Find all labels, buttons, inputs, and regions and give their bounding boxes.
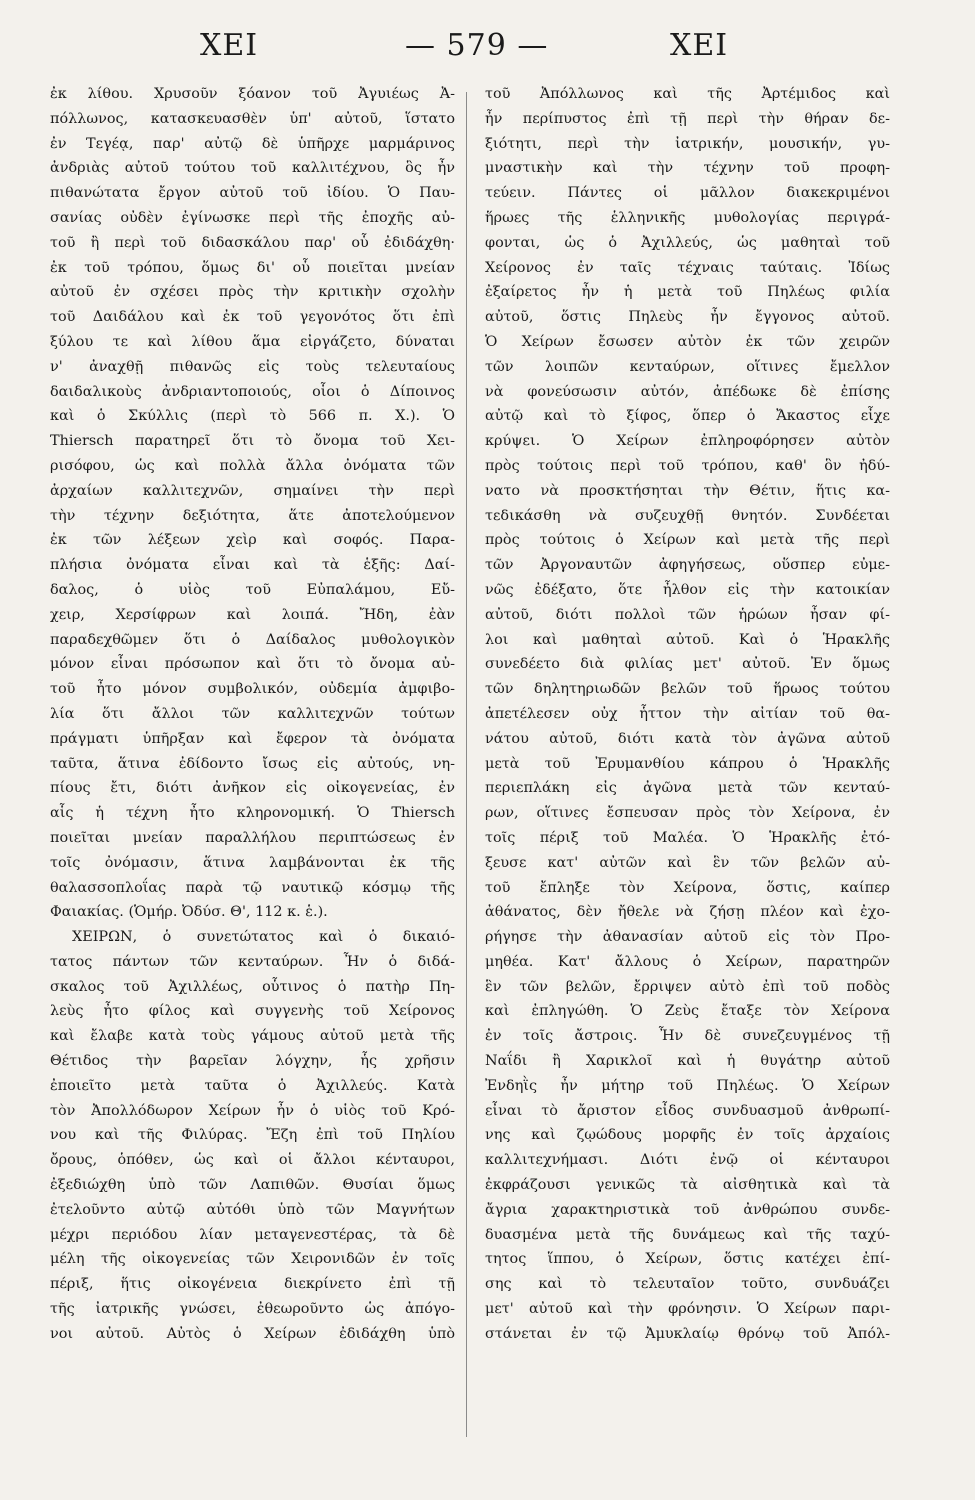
text-line: ἐποιεῖτο μετὰ ταῦτα ὁ Ἀχιλλεύς. Κατὰ <box>50 1077 455 1094</box>
text-line: ἐτελοῦντο αὐτῷ αὐτόθι ὑπὸ τῶν Μαγνήτων <box>50 1201 455 1218</box>
text-line: τοῦ ἦτο μόνον συμβολικόν, οὐδεμία ἀμφιβο- <box>50 681 455 698</box>
text-line: αἷς ἡ τέχνη ἦτο κληρονομική. Ὁ Thiersch <box>50 805 455 822</box>
text-line: καλλιτεχνήμασι. Διότι ἐνῷ οἱ κένταυροι <box>485 1152 890 1169</box>
text-line: νῶς ἐδέξατο, ὅτε ἦλθον εἰς τὴν κατοικίαν <box>485 581 890 598</box>
text-line: νου καὶ τῆς Φιλύρας. Ἔζη ἐπὶ τοῦ Πηλίου <box>50 1127 455 1144</box>
text-line: αὐτοῦ, ὅστις Πηλεὺς ἦν ἔγγονος αὐτοῦ. <box>485 309 890 326</box>
text-line: μόνον εἶναι πρόσωπον καὶ ὅτι τὸ ὄνομα αὐ- <box>50 656 455 673</box>
text-line: πέριξ, ἥτις οἰκογένεια διεκρίνετο ἐπὶ τῇ <box>50 1276 455 1293</box>
text-line: ρισόφου, ὡς καὶ πολλὰ ἄλλα ὀνόματα τῶν <box>50 457 455 474</box>
header-left-keyword: ΧΕΙ <box>200 28 259 63</box>
text-line: λοι καὶ μαθηταὶ αὐτοῦ. Καὶ ὁ Ἡρακλῆς <box>485 631 890 648</box>
text-line: τατος πάντων τῶν κενταύρων. Ἦν ὁ διδά- <box>50 953 455 970</box>
text-line: τῆς ἰατρικῆς γνώσει, ἐθεωροῦντο ὡς ἀπόγο- <box>50 1301 455 1318</box>
text-line: τοῖς πέριξ τοῦ Μαλέα. Ὁ Ἡρακλῆς ἐτό- <box>485 829 890 846</box>
text-line: μέλη τῆς οἰκογενείας τῶν Χειρονιδῶν ἐν τοῖς <box>50 1251 455 1268</box>
text-line: Χείρονος ἐν ταῖς τέχναις ταύταις. Ἰδίως <box>485 259 890 276</box>
text-line: ἐκφράζουσι γενικῶς τὰ αἰσθητικὰ καὶ τὰ <box>485 1177 890 1194</box>
text-line: σκαλος τοῦ Ἀχιλλέως, οὗτινος ὁ πατὴρ Πη- <box>50 978 455 995</box>
text-line: τητος ἵππου, ὁ Χείρων, ὅστις κατέχει ἐπί- <box>485 1251 890 1268</box>
text-line: τὸν Ἀπολλόδωρον Χείρων ἦν ὁ υἱὸς τοῦ Κρό- <box>50 1102 455 1119</box>
right-column <box>485 82 890 1452</box>
text-line: πρὸς τούτοις περὶ τοῦ τρόπου, καθ' ὃν ἠδύ- <box>485 457 890 474</box>
text-line: πιθανώτατα ἔργον αὐτοῦ τοῦ ἰδίου. Ὁ Παυ- <box>50 185 455 202</box>
text-line: πράγματι ὑπῆρξαν καὶ ἔφερον τὰ ὀνόματα <box>50 730 455 747</box>
text-line: καὶ ὁ Σκύλλις (περὶ τὸ 566 π. Χ.). Ὁ <box>50 408 455 425</box>
text-line: ξευσε κατ' αὐτῶν καὶ ἓν τῶν βελῶν αὐ- <box>485 854 890 871</box>
text-line: μηθέα. Κατ' ἄλλους ὁ Χείρων, παρατηρῶν <box>485 953 890 970</box>
text-line: δυασμένα μετὰ τῆς δυνάμεως καὶ τῆς ταχύ- <box>485 1226 890 1243</box>
column-divider <box>466 92 467 1437</box>
text-line: ἀπετέλεσεν οὐχ ἧττον τὴν αἰτίαν τοῦ θα- <box>485 705 890 722</box>
text-line: ποιεῖται μνείαν παραλλήλου περιπτώσεως ἐν <box>50 829 455 846</box>
text-line: σανίας οὐδὲν ἐγίνωσκε περὶ τῆς ἐποχῆς αὐ- <box>50 209 455 226</box>
text-line: λεὺς ἦτο φίλος καὶ συγγενὴς τοῦ Χείρονος <box>50 1003 455 1020</box>
text-line: ἐν τοῖς ἄστροις. Ἦν δὲ συνεζευγμένος τῇ <box>485 1028 890 1045</box>
text-line: Ἐνδηῒς ἦν μήτηρ τοῦ Πηλέως. Ὁ Χείρων <box>485 1077 890 1094</box>
text-line: νοι αὐτοῦ. Αὐτὸς ὁ Χείρων ἐδιδάχθη ὑπὸ <box>50 1325 455 1342</box>
text-line: Θέτιδος τὴν βαρεῖαν λόγχην, ἧς χρῆσιν <box>50 1053 455 1070</box>
text-line: ἓν τῶν βελῶν, ἔρριψεν αὐτὸ ἐπὶ τοῦ ποδὸς <box>485 978 890 995</box>
text-line: τοῦ Δαιδάλου καὶ ἐκ τοῦ γεγονότος ὅτι ἐπὶ <box>50 309 455 326</box>
text-line: αὐτῷ καὶ τὸ ξίφος, ὅπερ ὁ Ἄκαστος εἶχε <box>485 408 890 425</box>
text-line: ἦν περίπυστος ἐπὶ τῇ περὶ τὴν θήραν δε- <box>485 110 890 127</box>
text-line: μετ' αὐτοῦ καὶ τὴν φρόνησιν. Ὁ Χείρων παρι- <box>485 1301 890 1318</box>
text-line: δαλος, ὁ υἱὸς τοῦ Εὐπαλάμου, Εὔ- <box>50 581 455 598</box>
text-line: ρήγησε τὴν ἀθανασίαν αὐτοῦ εἰς τὸν Προ- <box>485 929 890 946</box>
text-line: τοῖς ὀνόμασιν, ἅτινα λαμβάνονται ἐκ τῆς <box>50 854 455 871</box>
text-line: νάτου αὐτοῦ, διότι κατὰ τὸν ἀγῶνα αὐτοῦ <box>485 730 890 747</box>
running-header <box>150 28 810 78</box>
text-line: νης καὶ ζῳώδους μορφῆς ἐν τοῖς ἀρχαίοις <box>485 1127 890 1144</box>
text-line: φονται, ὡς ὁ Ἀχιλλεύς, ὡς μαθηταὶ τοῦ <box>485 234 890 251</box>
text-line: ἐξαίρετος ἦν ἡ μετὰ τοῦ Πηλέως φιλία <box>485 284 890 301</box>
text-line: ἀνδριὰς αὐτοῦ τούτου τοῦ καλλιτέχνου, ὃς ἦν <box>50 160 455 177</box>
text-line: στάνεται ἐν τῷ Ἀμυκλαίῳ θρόνῳ τοῦ Ἀπόλ- <box>485 1325 890 1342</box>
text-line: ξιότητι, περὶ τὴν ἰατρικήν, μουσικήν, γυ- <box>485 135 890 152</box>
text-line: παραδεχθῶμεν ὅτι ὁ Δαίδαλος μυθολογικὸν <box>50 631 455 648</box>
text-line: Φαιακίας. (Ὁμήρ. Ὀδύσ. Θ', 112 κ. ἑ.). <box>50 904 328 921</box>
text-line: νατο νὰ προσκτήσηται τὴν Θέτιν, ἥτις κα- <box>485 482 890 499</box>
text-line: ἐξεδιώχθη ὑπὸ τῶν Λαπιθῶν. Θυσίαι ὅμως <box>50 1177 455 1194</box>
text-line: αὐτοῦ ἐν σχέσει πρὸς τὴν κριτικὴν σχολὴν <box>50 284 455 301</box>
text-line: τῶν δηλητηριωδῶν βελῶν τοῦ ἥρωος τούτου <box>485 681 890 698</box>
text-line: τεδικάσθη νὰ συζευχθῇ θνητόν. Συνδέεται <box>485 507 890 524</box>
text-line: αὐτοῦ, διότι πολλοὶ τῶν ἡρώων ἦσαν φί- <box>485 606 890 623</box>
text-line: καὶ ἐπληγώθη. Ὁ Ζεὺς ἔταξε τὸν Χείρονα <box>485 1003 890 1020</box>
text-line: ξύλου τε καὶ λίθου ἅμα εἰργάζετο, δύναται <box>50 333 455 350</box>
text-line: ἐκ λίθου. Χρυσοῦν ξόανον τοῦ Ἀγυιέως Ἀ- <box>50 86 455 102</box>
text-line: ἀθάνατος, δὲν ἤθελε νὰ ζήσῃ πλέον καὶ ἐχο- <box>485 904 890 921</box>
text-line: τοῦ ἢ περὶ τοῦ διδασκάλου παρ' οὗ ἐδιδάχθη· <box>50 234 455 251</box>
text-line: ταῦτα, ἅτινα ἐδίδοντο ἴσως εἰς αὐτούς, νη- <box>50 755 455 772</box>
text-line: ἐκ τοῦ τρόπου, ὅμως δι' οὗ ποιεῖται μνείαν <box>50 259 455 276</box>
text-line: ἀρχαίων καλλιτεχνῶν, σημαίνει τὴν περὶ <box>50 482 455 499</box>
text-line: δαιδαλικοὺς ἀνδριαντοποιούς, οἷοι ὁ Δίποινος <box>50 383 455 400</box>
text-line: ρων, οἵτινες ἔσπευσαν πρὸς τὸν Χείρονα, ἐν <box>485 805 890 822</box>
text-line: ν' ἀναχθῇ πιθανῶς εἰς τοὺς τελευταίους <box>50 358 455 375</box>
text-line: κρύψει. Ὁ Χείρων ἐπληροφόρησεν αὐτὸν <box>485 433 890 450</box>
header-right-keyword: ΧΕΙ <box>670 28 729 63</box>
text-line: Thiersch παρατηρεῖ ὅτι τὸ ὄνομα τοῦ Χει- <box>50 433 455 450</box>
text-line: τοῦ ἔπληξε τὸν Χείρονα, ὅστις, καίπερ <box>485 879 890 896</box>
text-line: λία ὅτι ἄλλοι τῶν καλλιτεχνῶν τούτων <box>50 705 455 722</box>
text-line: μέχρι περιόδου λίαν μεταγενεστέρας, τὰ δὲ <box>50 1226 455 1243</box>
text-line: τῶν Ἀργοναυτῶν ἀφηγήσεως, οὕσπερ εὐμε- <box>485 557 890 574</box>
text-line: σης καὶ τὸ τελευταῖον τοῦτο, συνδυάζει <box>485 1276 890 1293</box>
text-line: πίους ἔτι, διότι ἀνῆκον εἰς οἰκογενείας, ἐν <box>50 780 455 797</box>
text-line: τοῦ Ἀπόλλωνος καὶ τῆς Ἀρτέμιδος καὶ <box>485 86 890 102</box>
text-line: ΧΕΙΡΩΝ, ὁ συνετώτατος καὶ ὁ δικαιό- <box>72 929 455 946</box>
text-line: τεύειν. Πάντες οἱ μᾶλλον διακεκριμένοι <box>485 185 890 202</box>
left-column <box>50 82 455 1452</box>
text-line: ἐκ τῶν λέξεων χεὶρ καὶ σοφός. Παρα- <box>50 532 455 549</box>
text-line: πλήσια ὀνόματα εἶναι καὶ τὰ ἑξῆς: Δαί- <box>50 557 455 574</box>
text-line: συνεδέετο διὰ φιλίας μετ' αὐτοῦ. Ἐν ὅμως <box>485 656 890 673</box>
text-line: ἐν Τεγέᾳ, παρ' αὐτῷ δὲ ὑπῆρχε μαρμάρινος <box>50 135 455 152</box>
text-line: εἶναι τὸ ἄριστον εἶδος συνδυασμοῦ ἀνθρωπί- <box>485 1102 890 1119</box>
text-line: πόλλωνος, κατασκευασθὲν ὑπ' αὐτοῦ, ἵστατο <box>50 110 455 127</box>
page-number: — 579 — <box>405 28 549 63</box>
text-line: ὄρους, ὁπόθεν, ὡς καὶ οἱ ἄλλοι κένταυροι, <box>50 1152 455 1169</box>
text-line: νὰ φονεύσωσιν αὐτόν, ἀπέδωκε δὲ ἐπίσης <box>485 383 890 400</box>
text-line: περιεπλάκη εἰς ἀγῶνα μετὰ τῶν κενταύ- <box>485 780 890 797</box>
text-line: μετὰ τοῦ Ἐρυμανθίου κάπρου ὁ Ἡρακλῆς <box>485 755 890 772</box>
text-line: Ναΐδι ἢ Χαρικλοῖ καὶ ἡ θυγάτηρ αὐτοῦ <box>485 1053 890 1070</box>
text-line: πρὸς τούτοις ὁ Χείρων καὶ μετὰ τῆς περὶ <box>485 532 890 549</box>
text-line: Ὁ Χείρων ἔσωσεν αὐτὸν ἐκ τῶν χειρῶν <box>485 333 890 350</box>
text-line: ἄγρια χαρακτηριστικὰ τοῦ ἀνθρώπου συνδε- <box>485 1201 890 1218</box>
text-line: ἥρωες τῆς ἑλληνικῆς μυθολογίας περιγρά- <box>485 209 890 226</box>
text-line: χειρ, Χερσίφρων καὶ λοιπά. Ἤδη, ἐὰν <box>50 606 455 623</box>
text-line: μναστικὴν καὶ τὴν τέχνην τοῦ προφη- <box>485 160 890 177</box>
text-line: καὶ ἔλαβε κατὰ τοὺς γάμους αὐτοῦ μετὰ τῆς <box>50 1028 455 1045</box>
text-line: τῶν λοιπῶν κενταύρων, οἵτινες ἔμελλον <box>485 358 890 375</box>
text-line: τὴν τέχνην δεξιότητα, ἅτε ἀποτελούμενον <box>50 507 455 524</box>
text-line: θαλασσοπλοΐας παρὰ τῷ ναυτικῷ κόσμῳ τῆς <box>50 879 455 896</box>
